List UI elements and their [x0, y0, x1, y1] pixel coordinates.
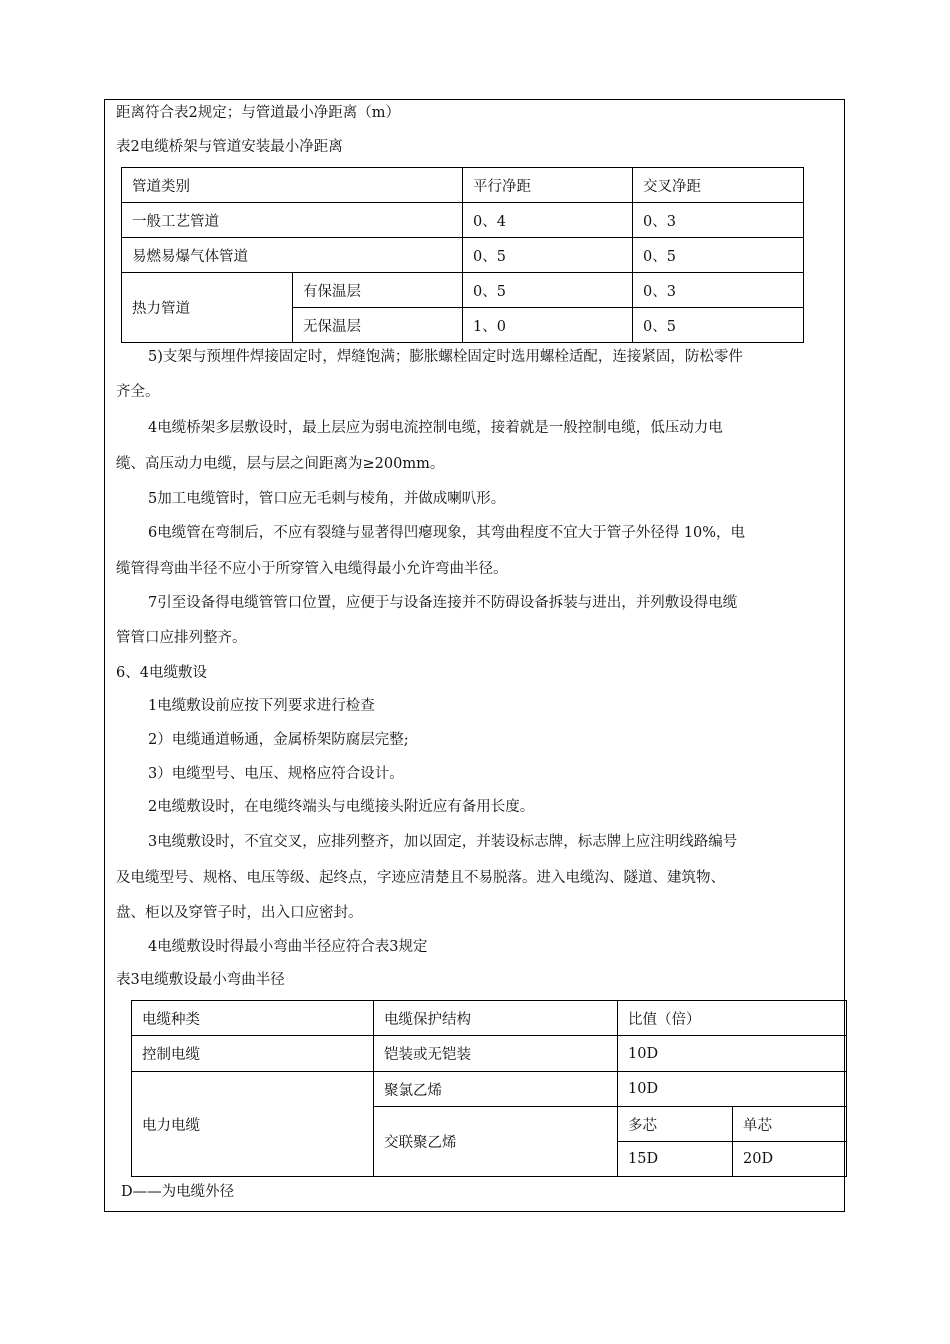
text-line: 5)支架与预埋件焊接固定时，焊缝饱满；膨胀螺栓固定时选用螺栓适配，连接紧固，防松零件 — [148, 349, 743, 365]
table2-thermal-label: 热力管道 — [122, 273, 293, 343]
table3-cell: 控制电缆 — [132, 1036, 374, 1072]
text-line: 3电缆敷设时，不宜交叉，应排列整齐，加以固定，并装设标志牌，标志牌上应注明线路编号 — [148, 834, 738, 850]
table3-xlpe-label: 交联聚乙烯 — [374, 1107, 618, 1177]
table2-header-cross: 交叉净距 — [633, 168, 804, 203]
table2-cell: 无保温层 — [293, 308, 463, 343]
table2-header-parallel: 平行净距 — [463, 168, 633, 203]
table2-title: 表2电缆桥架与管道安装最小净距离 — [116, 139, 343, 155]
text-line: 及电缆型号、规格、电压等级、起终点，字迹应清楚且不易脱落。进入电缆沟、隧道、建筑物、 — [116, 870, 725, 886]
table3-cell: 15D — [618, 1142, 733, 1177]
table2-cell: 0、5 — [633, 308, 804, 343]
table2-cell: 0、4 — [463, 203, 633, 238]
text-line: 2电缆敷设时，在电缆终端头与电缆接头附近应有备用长度。 — [148, 799, 535, 815]
table2-cell: 0、5 — [633, 238, 804, 273]
text-line: 4电缆桥架多层敷设时，最上层应为弱电流控制电缆，接着就是一般控制电缆，低压动力电 — [148, 420, 723, 436]
table3-cell: 20D — [733, 1142, 847, 1177]
text-line: 5加工电缆管时，管口应无毛刺与棱角，并做成喇叭形。 — [148, 491, 506, 507]
section-heading: 6、4电缆敷设 — [116, 665, 207, 681]
table2-cell: 0、5 — [463, 238, 633, 273]
table2-cell: 0、3 — [633, 273, 804, 308]
table2-cell: 有保温层 — [293, 273, 463, 308]
table3-cell: 10D — [618, 1036, 847, 1072]
table3-multi-core-label: 多芯 — [618, 1107, 733, 1142]
table2-header-type: 管道类别 — [122, 168, 463, 203]
table3 — [131, 1000, 847, 1177]
table2-cell: 0、3 — [633, 203, 804, 238]
text-line: 盘、柜以及穿管子时，出入口应密封。 — [116, 905, 363, 921]
table3-title: 表3电缆敷设最小弯曲半径 — [116, 972, 285, 988]
text-line: 2）电缆通道畅通，金属桥架防腐层完整; — [148, 732, 409, 748]
text-line: 缆管得弯曲半径不应小于所穿管入电缆得最小允许弯曲半径。 — [116, 561, 508, 577]
text-line: 4电缆敷设时得最小弯曲半径应符合表3规定 — [148, 939, 428, 955]
table2-cell: 1、0 — [463, 308, 633, 343]
text-line: 齐全。 — [116, 384, 160, 400]
text-line: 管管口应排列整齐。 — [116, 630, 247, 646]
table2-cell: 一般工艺管道 — [122, 203, 463, 238]
text-line: 6电缆管在弯制后，不应有裂缝与显著得凹瘪现象，其弯曲程度不宜大于管子外径得 10%，电 — [148, 525, 746, 541]
table3-header-structure: 电缆保护结构 — [374, 1001, 618, 1036]
text-line: 3）电缆型号、电压、规格应符合设计。 — [148, 766, 404, 782]
table3-cell: 聚氯乙烯 — [374, 1072, 618, 1107]
text-line: 距离符合表2规定；与管道最小净距离（m） — [116, 105, 400, 121]
table2 — [121, 167, 804, 343]
table3-cell: 10D — [618, 1072, 847, 1107]
text-line: 缆、高压动力电缆，层与层之间距离为≥200mm。 — [116, 456, 445, 472]
table2-cell: 0、5 — [463, 273, 633, 308]
table3-header-type: 电缆种类 — [132, 1001, 374, 1036]
text-line: 1电缆敷设前应按下列要求进行检查 — [148, 698, 375, 714]
text-line: 7引至设备得电缆管管口位置，应便于与设备连接并不防碍设备拆装与进出，并列敷设得电缆 — [148, 595, 738, 611]
footnote: D——为电缆外径 — [121, 1184, 235, 1200]
table3-power-label: 电力电缆 — [132, 1072, 374, 1177]
table2-cell: 易燃易爆气体管道 — [122, 238, 463, 273]
table3-cell: 铠装或无铠装 — [374, 1036, 618, 1072]
table3-header-ratio: 比值（倍） — [618, 1001, 847, 1036]
table3-single-core-label: 单芯 — [733, 1107, 847, 1142]
